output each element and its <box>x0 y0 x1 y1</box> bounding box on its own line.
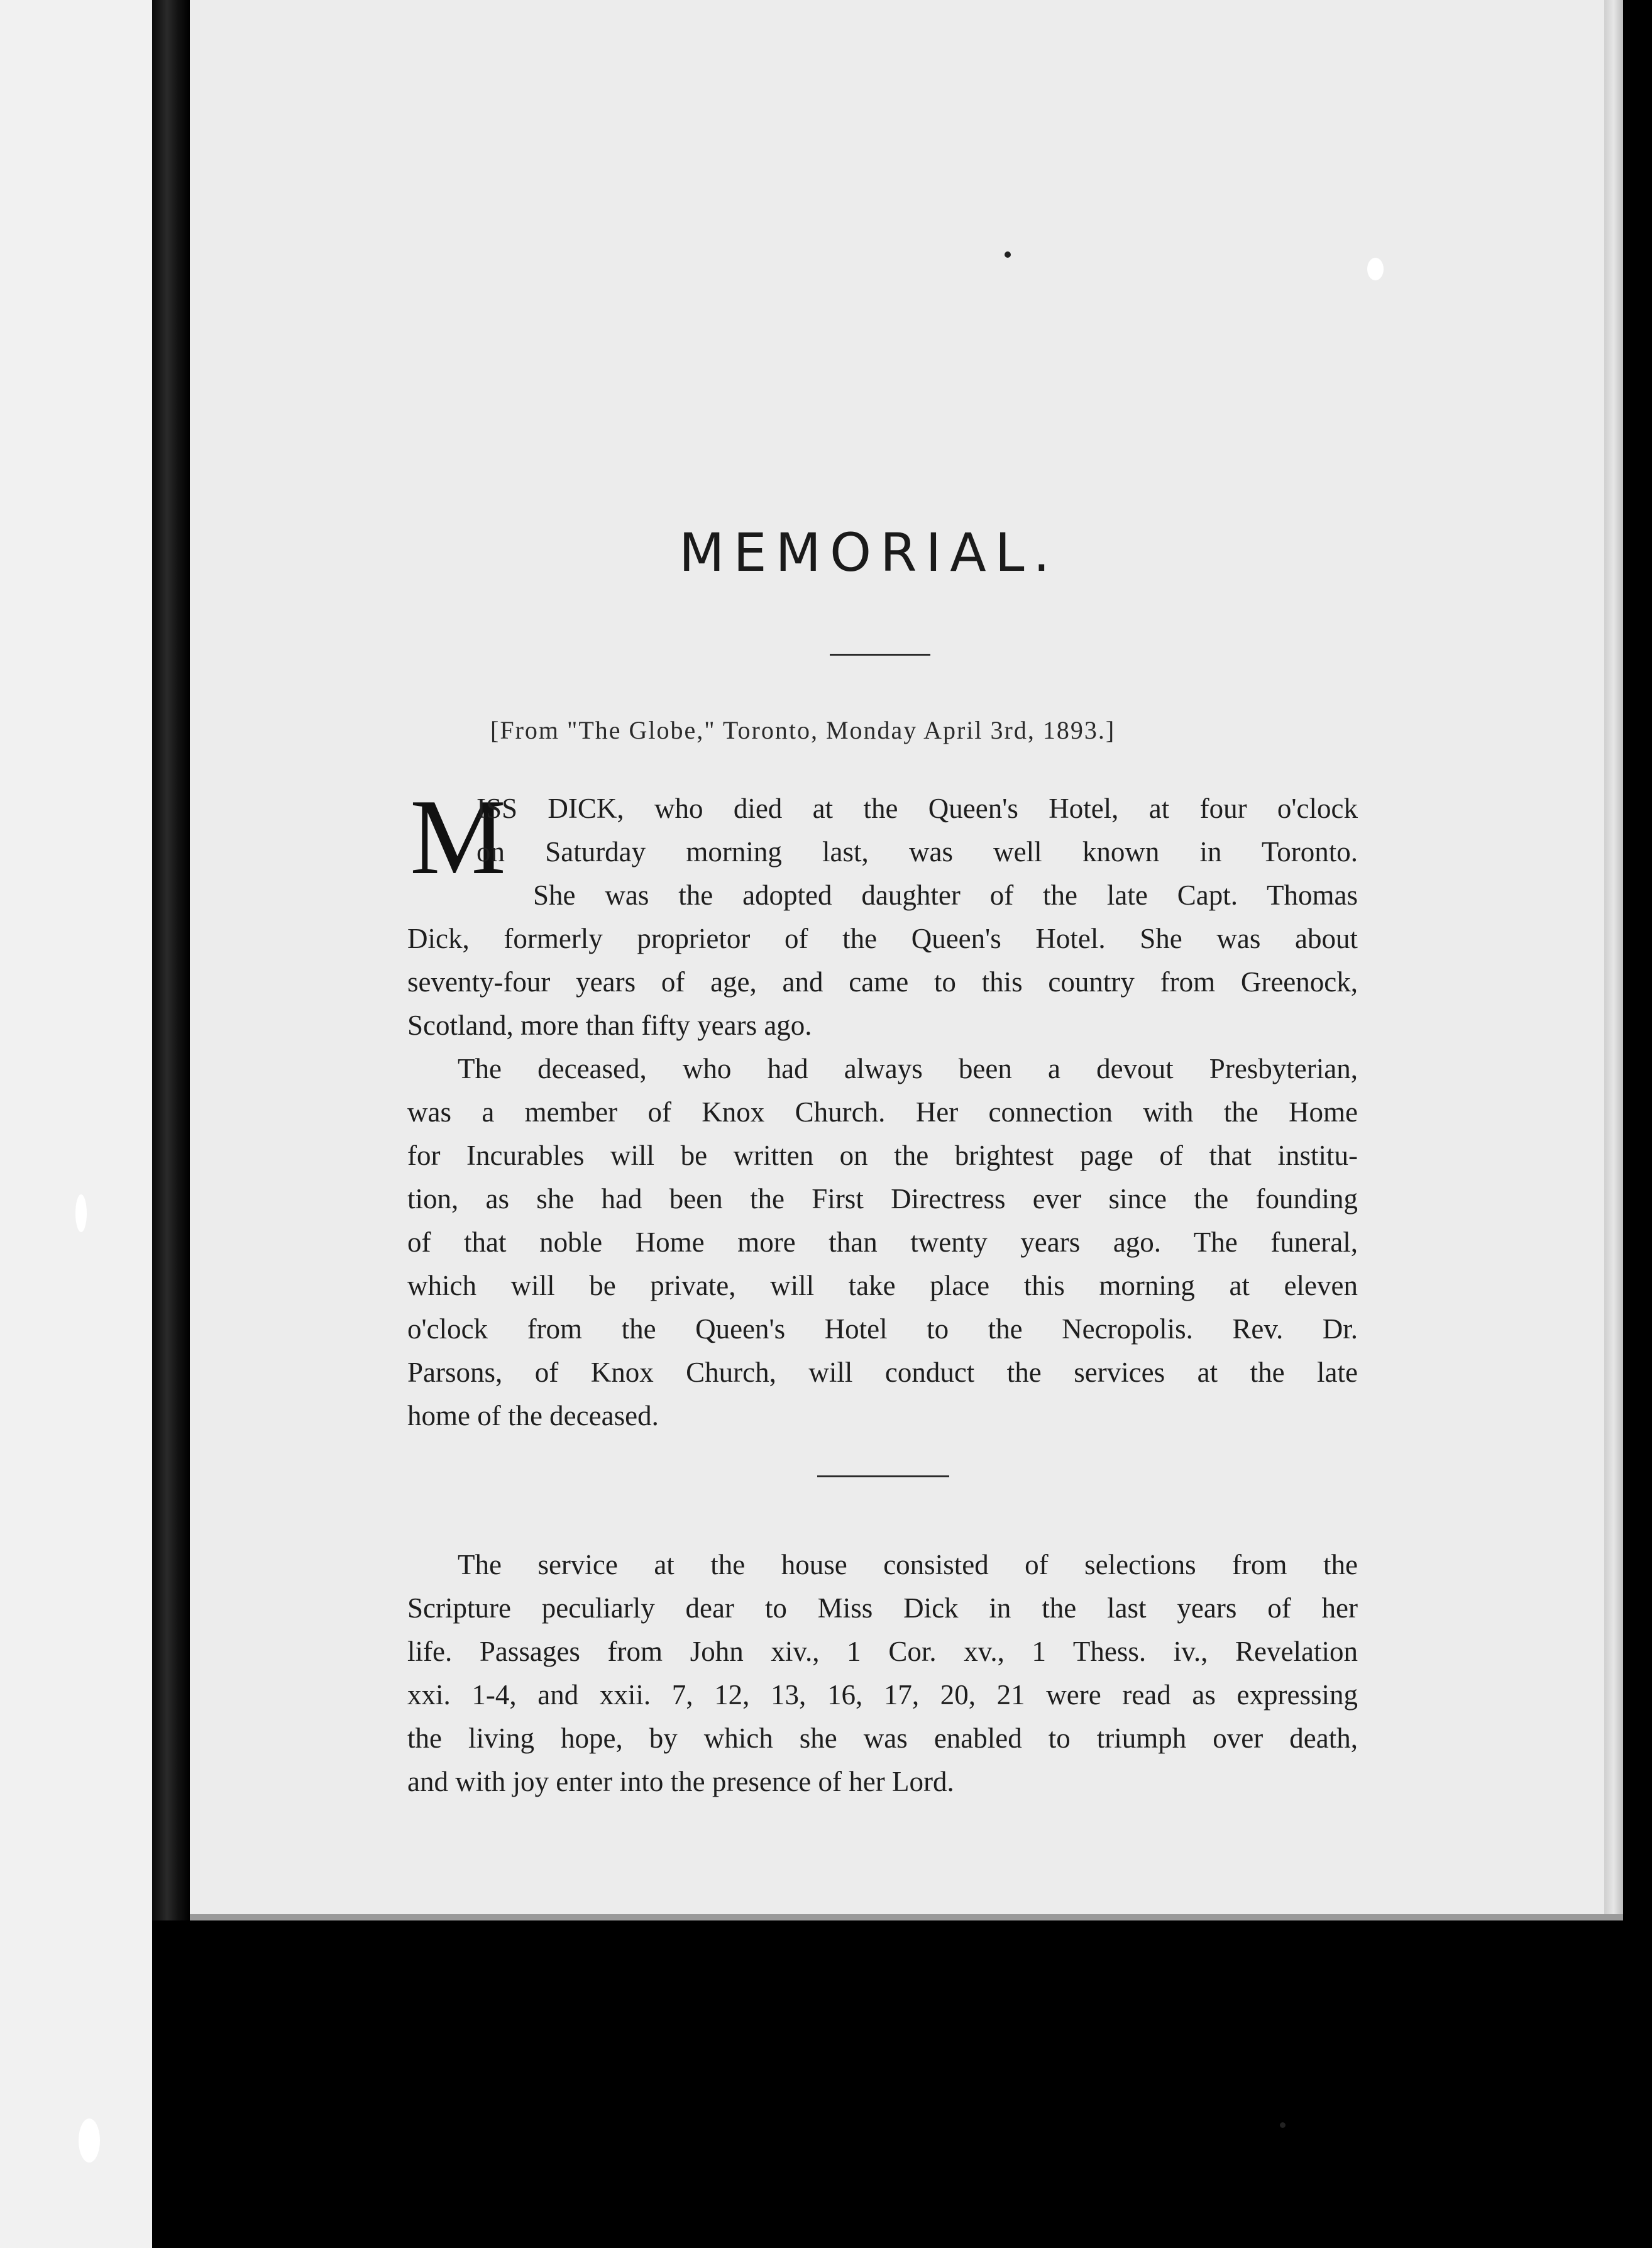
ink-dot <box>1280 2122 1286 2128</box>
text-line: home of the deceased. <box>407 1400 659 1431</box>
page-edge <box>1604 0 1623 1914</box>
scan-speck <box>1367 258 1384 280</box>
title-divider <box>830 654 930 656</box>
text-line: ISS DICK, who died at the Queen's Hotel, at four o'clock <box>476 793 1358 824</box>
text-line: and with joy enter into the presence of her Lord. <box>407 1766 954 1797</box>
page-bottom-edge <box>190 1914 1623 1920</box>
text-line: Dick, formerly proprietor of the Queen's Hotel. She was about <box>407 923 1358 954</box>
text-line: She was the adopted daughter of the late Capt. Thomas <box>533 879 1358 911</box>
section-divider <box>817 1475 949 1477</box>
text-line: life. Passages from John xiv., 1 Cor. xv., 1 Thess. iv., Revelation <box>407 1636 1358 1667</box>
text-line: Scotland, more than fifty years ago. <box>407 1010 812 1041</box>
scan-speck <box>75 1194 87 1232</box>
text-line: xxi. 1-4, and xxii. 7, 12, 13, 16, 17, 20, 21 were read as expressing <box>407 1679 1358 1711</box>
text-line: tion, as she had been the First Directress ever since the founding <box>407 1183 1358 1215</box>
text-line: the living hope, by which she was enabled to triumph over death, <box>407 1722 1358 1754</box>
page-title: MEMORIAL. <box>679 522 1059 583</box>
scan-background <box>152 1920 1652 2248</box>
text-line: for Incurables will be written on the brightest page of that institu- <box>407 1140 1358 1171</box>
text-line: The deceased, who had always been a devout Presbyterian, <box>458 1053 1358 1084</box>
facing-page <box>0 0 152 2248</box>
ink-dot <box>1005 251 1011 258</box>
text-line: was a member of Knox Church. Her connection with the Home <box>407 1096 1358 1128</box>
text-line: The service at the house consisted of selections from the <box>458 1549 1358 1580</box>
service-paragraph <box>407 1543 1358 1804</box>
text-line: o'clock from the Queen's Hotel to the Necropolis. Rev. Dr. <box>407 1313 1358 1345</box>
scan-speck <box>79 2119 100 2163</box>
text-line: Parsons, of Knox Church, will conduct the services at the late <box>407 1357 1358 1388</box>
text-line: of that noble Home more than twenty years ago. The funeral, <box>407 1226 1358 1258</box>
text-line: Scripture peculiarly dear to Miss Dick in the last years of her <box>407 1592 1358 1624</box>
text-line: seventy-four years of age, and came to this country from Greenock, <box>407 966 1358 998</box>
drop-cap: M <box>410 778 506 897</box>
source-citation: [From "The Globe," Toronto, Monday April 3rd, 1893.] <box>490 716 1116 744</box>
text-line: on Saturday morning last, was well known in Toronto. <box>476 836 1358 868</box>
text-line: which will be private, will take place this morning at eleven <box>407 1270 1358 1301</box>
book-spine <box>152 0 190 2248</box>
article-paragraphs <box>407 778 1358 1438</box>
